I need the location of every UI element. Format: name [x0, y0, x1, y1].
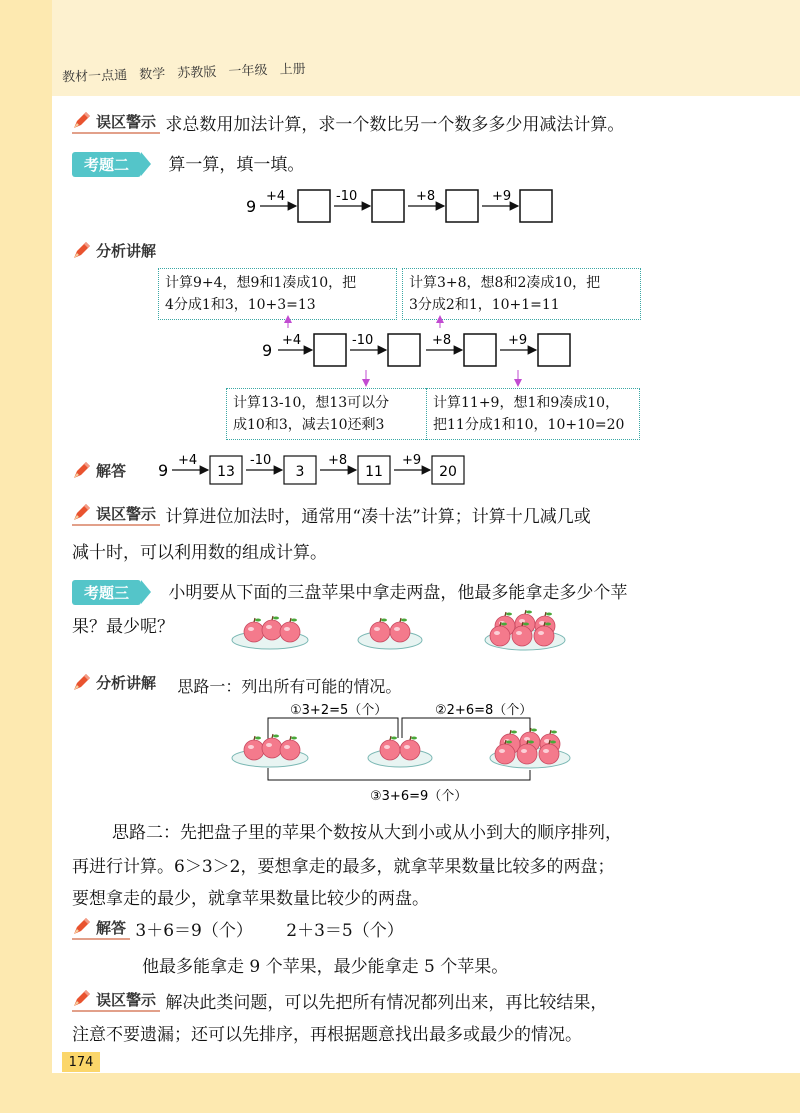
- header-volume: 上册: [279, 61, 306, 78]
- chain-op: +9: [402, 453, 422, 468]
- analysis-tag-label: 分析讲解: [96, 674, 157, 692]
- warning-tag-label: 误区警示: [96, 504, 157, 523]
- analysis-3-heading: [72, 672, 401, 697]
- plate-6-apples: [485, 610, 565, 650]
- pencil-icon: [72, 242, 90, 260]
- question-3-line: 小明要从下面的三盘苹果中拿走两盘，他最多能拿走多少个苹: [168, 583, 628, 603]
- warning-3-line: 注意不要遗漏；还可以先排序，再根据题意找出最多或最少的情况。: [72, 1025, 582, 1045]
- chain-op: -10: [250, 453, 272, 468]
- question-2: [72, 150, 304, 177]
- answer-tag-label: 解答: [96, 918, 127, 937]
- pencil-icon: [72, 990, 90, 1008]
- chain-start: 9: [158, 461, 169, 480]
- note-line: 计算9+4，想9和1凑成10，把: [165, 275, 357, 291]
- answer-3: [72, 916, 404, 941]
- note-line: 把11分成1和10，10+10=20: [433, 417, 625, 433]
- chain-op: +9: [492, 189, 512, 204]
- note-line: 计算13-10，想13可以分: [233, 395, 390, 411]
- chain-op: +8: [416, 189, 436, 204]
- chain-op: +4: [282, 333, 302, 348]
- answer-value: 3: [295, 464, 305, 480]
- chain-op: -10: [352, 333, 374, 348]
- question-2-text: 算一算，填一填。: [168, 155, 305, 175]
- answer-2-chain: [150, 448, 490, 488]
- blank-box: [314, 334, 346, 366]
- answer-2-heading: [72, 460, 130, 485]
- bracket-case-3: [268, 768, 530, 780]
- note-line: 成10和3，减去10还剩3: [233, 417, 385, 433]
- note-bottom-left: [226, 388, 430, 440]
- chain-op: +9: [508, 333, 528, 348]
- chain-op: +4: [178, 453, 198, 468]
- question-3: [72, 578, 627, 605]
- answer-value: 20: [439, 464, 457, 480]
- header-edition: 苏教版: [177, 65, 217, 82]
- note-line: 计算11+9，想1和9凑成10，: [433, 395, 620, 411]
- plate-2-apples: [368, 736, 432, 767]
- bottom-band: [0, 1073, 800, 1113]
- note-line: 计算3+8，想8和2凑成10，把: [409, 275, 601, 291]
- note-line: 4分成1和3，10+3=13: [165, 297, 316, 313]
- pencil-icon: [72, 462, 90, 480]
- answer-value: 13: [217, 464, 235, 480]
- analysis-2-chain: [250, 314, 590, 394]
- question-2-chain: [230, 178, 570, 228]
- blank-box: [520, 190, 552, 222]
- analysis-tag: [72, 672, 160, 693]
- header-grade: 一年级: [228, 63, 268, 80]
- pencil-icon: [72, 504, 90, 522]
- plate-6-apples: [490, 728, 570, 768]
- answer-tag: [72, 917, 130, 940]
- warning-1-text: 求总数用加法计算，求一个数比另一个数多多少用减法计算。: [165, 115, 625, 135]
- pencil-icon: [72, 918, 90, 936]
- answer-sentence: 他最多能拿走 9 个苹果，最少能拿走 5 个苹果。: [142, 957, 509, 977]
- blank-box: [446, 190, 478, 222]
- idea-1-text: 思路一：列出所有可能的情况。: [177, 676, 402, 696]
- question-2-badge: 考题二: [72, 152, 141, 177]
- answer-value: 11: [365, 464, 383, 480]
- warning-3: [72, 988, 607, 1013]
- chain-op: +4: [266, 189, 286, 204]
- warning-1: [72, 110, 624, 135]
- chain-op: -10: [336, 189, 358, 204]
- question-3-plates: [230, 606, 580, 656]
- case-label: ③3+6=9（个）: [370, 789, 468, 804]
- pencil-icon: [72, 674, 90, 692]
- warning-3-line: 解决此类问题，可以先把所有情况都列出来，再比较结果，: [165, 993, 608, 1013]
- warning-tag-3: [72, 989, 160, 1012]
- chain-op: +8: [432, 333, 452, 348]
- analysis-tag-label: 分析讲解: [96, 242, 157, 260]
- plate-2-apples: [358, 618, 422, 649]
- answer-tag-label: 解答: [96, 462, 127, 480]
- blank-box: [298, 190, 330, 222]
- idea-2-line: 再进行计算。6＞3＞2，要想拿走的最多，就拿苹果数量比较多的两盘；: [72, 857, 615, 877]
- blank-box: [464, 334, 496, 366]
- warning-tag-1: [72, 111, 160, 134]
- page-number: 174: [62, 1052, 100, 1072]
- answer-tag: [72, 460, 130, 481]
- left-margin-band: [0, 0, 52, 1113]
- bracket-case-1: [268, 718, 398, 742]
- chain-start: 9: [262, 341, 273, 360]
- idea-2-line: 要想拿走的最少，就拿苹果数量比较少的两盘。: [72, 889, 429, 909]
- idea-2-line: 思路二：先把盘子里的苹果个数按从大到小或从小到大的顺序排列，: [112, 823, 622, 843]
- warning-2-line: 计算进位加法时，通常用“凑十法”计算；计算十几减几或: [165, 507, 591, 527]
- case-label: ②2+6=8（个）: [435, 703, 533, 718]
- header-book: 教材一点通: [61, 68, 128, 86]
- note-top-left: [158, 268, 397, 320]
- note-bottom-right: [426, 388, 640, 440]
- warning-tag-label: 误区警示: [96, 990, 157, 1009]
- warning-2-line: 减十时，可以利用数的组成计算。: [72, 543, 327, 563]
- answer-equation-1: 3＋6＝9（个）: [135, 921, 253, 941]
- analysis-3-diagram: [230, 698, 580, 808]
- blank-box: [388, 334, 420, 366]
- question-3-line: 果？最少呢？: [72, 617, 174, 637]
- plate-3-apples: [232, 616, 308, 649]
- warning-tag-label: 误区警示: [96, 112, 157, 131]
- question-3-badge: 考题三: [72, 580, 141, 605]
- blank-box: [538, 334, 570, 366]
- answer-equation-2: 2＋3＝5（个）: [286, 921, 404, 941]
- case-label: ①3+2=5（个）: [290, 703, 388, 718]
- blank-box: [372, 190, 404, 222]
- warning-2: [72, 502, 591, 527]
- chain-op: +8: [328, 453, 348, 468]
- note-top-right: [402, 268, 641, 320]
- header-subject: 数学: [138, 66, 166, 83]
- analysis-tag: [72, 240, 160, 261]
- chain-start: 9: [246, 197, 257, 216]
- warning-tag-2: [72, 503, 160, 526]
- pencil-icon: [72, 112, 90, 130]
- note-line: 3分成2和1，10+1=11: [409, 297, 560, 313]
- plate-3-apples: [232, 734, 308, 767]
- analysis-2-heading: [72, 240, 160, 265]
